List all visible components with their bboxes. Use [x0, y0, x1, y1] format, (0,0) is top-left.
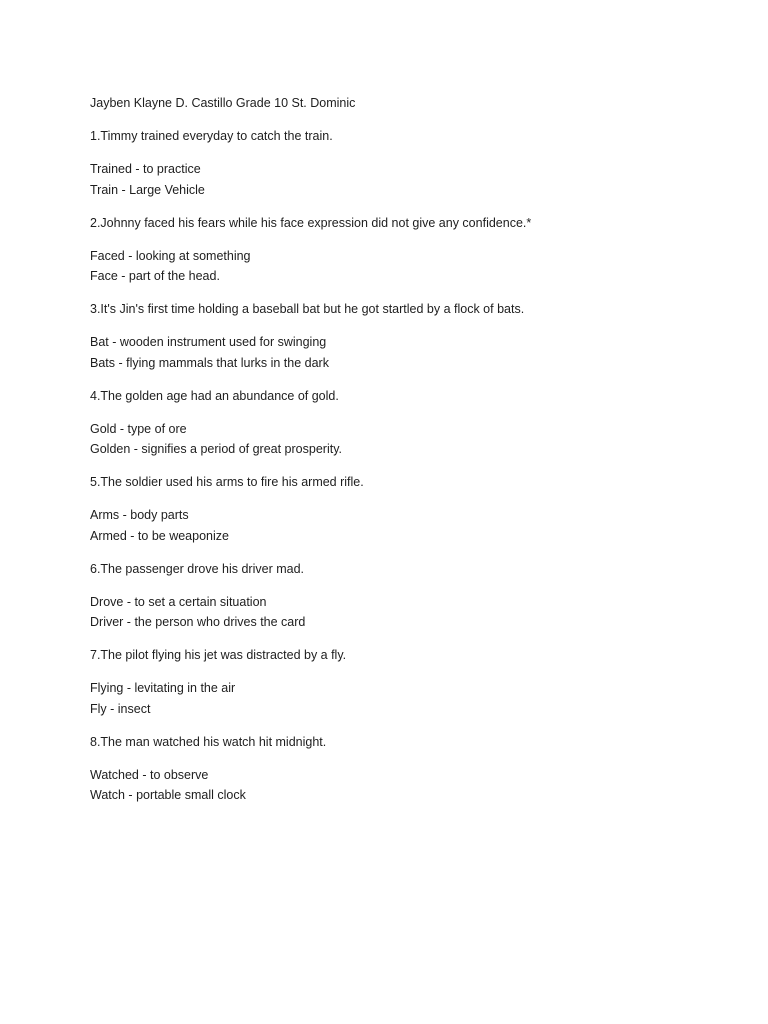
example-sentence-6: 6.The passenger drove his driver mad.: [90, 561, 304, 576]
example-sentence-8: 8.The man watched his watch hit midnight.: [90, 734, 327, 749]
list-item-7: [90, 645, 710, 719]
definitions-3: [90, 332, 710, 373]
definition-line: Gold - type of ore: [90, 421, 187, 436]
definition-line: Arms - body parts: [90, 508, 189, 522]
example-sentence-7: 7.The pilot flying his jet was distracted by a fly.: [90, 648, 347, 662]
list-item-8: [90, 732, 710, 806]
list-item-1: [90, 126, 710, 200]
definitions-4: [90, 419, 710, 460]
list-item-2: [90, 213, 710, 287]
definition-line: Drove - to set a certain situation: [90, 594, 267, 609]
definitions-5: [90, 505, 710, 546]
example-sentence-5: 5.The soldier used his arms to fire his armed rifle.: [90, 475, 364, 489]
list-item-4: [90, 386, 710, 460]
document-body: [90, 93, 710, 806]
example-sentence-3: 3.It's Jin's first time holding a baseball bat but he got startled by a flock of bats.: [90, 302, 525, 316]
example-sentence-4: 4.The golden age had an abundance of gold.: [90, 388, 339, 403]
list-item-3: [90, 299, 710, 373]
list-item-5: [90, 472, 710, 546]
definition-line: Golden - signifies a period of great prosperity.: [90, 442, 342, 456]
definition-line: Driver - the person who drives the card: [90, 615, 306, 629]
definition-line: Bat - wooden instrument used for swinging: [90, 335, 327, 349]
definitions-1: [90, 159, 710, 200]
definitions-2: [90, 246, 710, 287]
author-header: Jayben Klayne D. Castillo Grade 10 St. Dominic: [90, 96, 356, 110]
definitions-7: [90, 678, 710, 719]
definition-line: Trained - to practice: [90, 162, 201, 176]
definitions-6: [90, 592, 710, 633]
definition-line: Train - Large Vehicle: [90, 182, 205, 197]
definition-line: Face - part of the head.: [90, 269, 220, 283]
definitions-8: [90, 765, 710, 806]
list-item-6: [90, 559, 710, 633]
definition-line: Faced - looking at something: [90, 248, 251, 263]
definition-line: Fly - insect: [90, 701, 151, 716]
example-sentence-2: 2.Johnny faced his fears while his face expression did not give any confidence.*: [90, 215, 532, 230]
definition-line: Flying - levitating in the air: [90, 681, 236, 695]
definition-line: Armed - to be weaponize: [90, 528, 229, 543]
example-sentence-1: 1.Timmy trained everyday to catch the train.: [90, 129, 333, 143]
definition-line: Watched - to observe: [90, 767, 209, 782]
definition-line: Bats - flying mammals that lurks in the dark: [90, 355, 329, 370]
definition-line: Watch - portable small clock: [90, 788, 246, 802]
